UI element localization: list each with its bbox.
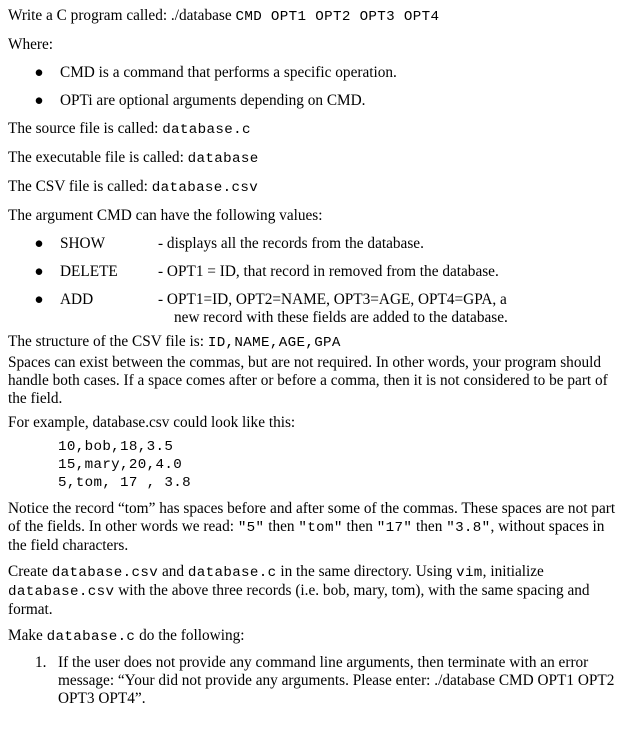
create-code: database.csv: [51, 565, 159, 581]
source-file-label: The source file is called:: [8, 120, 163, 137]
command-name: ADD: [60, 291, 94, 308]
create-paragraph: [8, 563, 620, 619]
intro-line: [8, 7, 620, 26]
list-item-text: CMD is a command that performs a specific operation.: [60, 64, 397, 81]
list-item: [8, 64, 620, 82]
command-row-show: [8, 235, 620, 253]
command-description: - displays all the records from the database.: [158, 235, 424, 252]
create-text: and: [158, 563, 188, 580]
notice-text: Notice the record “tom” has spaces before and after some of the commas. These spaces are not part of the fields. In other words we read:: [8, 500, 616, 535]
notice-code: "tom": [298, 520, 343, 536]
command-list: [8, 235, 620, 327]
command-description: - OPT1=ID, OPT2=NAME, OPT3=AGE, OPT4=GPA, a: [158, 291, 507, 308]
executable-file-line: [8, 149, 620, 168]
structure-line: [8, 333, 620, 352]
command-row-add: [8, 291, 620, 327]
notice-paragraph: [8, 500, 620, 555]
bullet-icon: ●: [34, 64, 44, 81]
bullet-icon: ●: [34, 235, 44, 252]
cmd-intro: The argument CMD can have the following values:: [8, 207, 323, 224]
notice-code: "3.8": [446, 520, 491, 536]
bullet-icon: ●: [34, 92, 44, 109]
command-description: - OPT1 = ID, that record in removed from the database.: [158, 263, 499, 280]
executable-file-name: database: [187, 151, 259, 167]
command-description-block: [158, 291, 568, 327]
notice-text: then: [412, 518, 447, 535]
make-code: database.c: [46, 629, 136, 645]
spaces-paragraph: Spaces can exist between the commas, but are not required. In other words, your program should handle both cases. If a space comes after or before a comma, then it is not considered to be part of the field.: [8, 354, 608, 407]
list-item: [8, 92, 620, 110]
notice-code: "17": [376, 520, 413, 536]
notice-text: , without spaces in the field characters.: [8, 518, 605, 554]
list-item-text: OPTi are optional arguments depending on CMD.: [60, 92, 366, 109]
make-text: Make: [8, 627, 47, 644]
command-description-continued: new record with these fields are added to the database.: [174, 309, 508, 326]
create-text: with the above three records (i.e. bob, mary, tom), with the same spacing and format.: [8, 582, 590, 618]
command-row-delete: [8, 263, 620, 281]
create-code: database.c: [187, 565, 277, 581]
where-label: Where:: [8, 36, 54, 53]
create-code: vim: [456, 565, 483, 581]
list-item: [8, 654, 620, 708]
bullet-icon: ●: [34, 263, 44, 280]
create-text: Create: [8, 563, 52, 580]
where-bullet-list: [8, 64, 620, 110]
steps-list: [8, 654, 620, 708]
csv-file-label: The CSV file is called:: [8, 178, 152, 195]
csv-file-name: database.csv: [151, 180, 259, 196]
source-file-line: [8, 120, 620, 139]
create-text: , initialize: [482, 563, 544, 580]
bullet-icon: ●: [34, 291, 44, 308]
step-number: 1.: [35, 654, 47, 671]
create-text: in the same directory. Using: [276, 563, 457, 580]
notice-text: then: [264, 518, 299, 535]
create-code: database.csv: [8, 584, 115, 600]
intro-command-code: CMD OPT1 OPT2 OPT3 OPT4: [235, 9, 440, 25]
notice-text: then: [342, 518, 377, 535]
command-name: DELETE: [60, 263, 118, 280]
make-text: do the following:: [135, 627, 245, 644]
example-intro: For example, database.csv could look like this:: [8, 414, 296, 431]
structure-code: ID,NAME,AGE,GPA: [207, 335, 341, 351]
source-file-name: database.c: [162, 122, 251, 138]
example-csv-code: 10,bob,18,3.5 15,mary,20,4.0 5,tom, 17 , 3.8: [58, 439, 191, 491]
intro-text: Write a C program called: ./database: [8, 7, 236, 24]
executable-file-label: The executable file is called:: [8, 149, 188, 166]
csv-file-line: [8, 178, 620, 197]
step-text: If the user does not provide any command line arguments, then terminate with an error message: “Your did not provide any arguments. Please enter: ./database CMD OPT1 OPT2 OPT3 OPT4”.: [58, 654, 615, 707]
make-line: [8, 627, 620, 646]
notice-code: "5": [237, 520, 265, 536]
structure-label: The structure of the CSV file is:: [8, 333, 208, 350]
command-name: SHOW: [60, 235, 106, 252]
